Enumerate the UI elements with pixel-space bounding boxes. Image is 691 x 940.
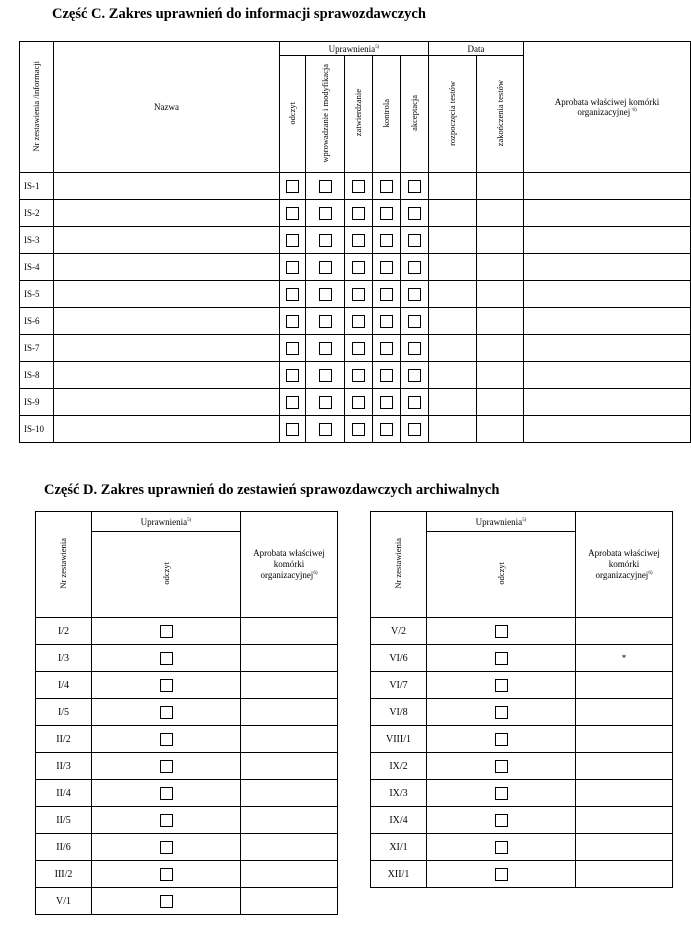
perm-cell — [401, 173, 429, 200]
odczyt-cell — [92, 807, 241, 834]
perm-cell — [280, 227, 306, 254]
aprobata-cell[interactable] — [241, 888, 338, 915]
perm-cell — [401, 254, 429, 281]
row-number: VI/7 — [371, 672, 427, 699]
table-row — [20, 335, 691, 362]
start-date-cell[interactable] — [429, 308, 477, 335]
perm-col-header: akceptacja — [401, 56, 429, 173]
odczyt-checkbox[interactable] — [160, 625, 173, 638]
row-number: IS-7 — [20, 335, 54, 362]
aprobata-cell[interactable] — [524, 227, 691, 254]
permission-checkbox[interactable] — [352, 261, 365, 274]
table-row — [371, 645, 673, 672]
odczyt-checkbox[interactable] — [160, 760, 173, 773]
permission-checkbox[interactable] — [408, 396, 421, 409]
aprobata-cell[interactable] — [576, 807, 673, 834]
table-row — [36, 780, 338, 807]
table-row — [20, 281, 691, 308]
nazwa-cell[interactable] — [54, 200, 280, 227]
table-row — [36, 672, 338, 699]
nazwa-cell[interactable] — [54, 416, 280, 443]
row-number: IS-1 — [20, 173, 54, 200]
permission-checkbox[interactable] — [286, 207, 299, 220]
aprobata-cell[interactable] — [241, 618, 338, 645]
row-number: IS-5 — [20, 281, 54, 308]
col-nazwa-header: Nazwa — [54, 42, 280, 173]
row-number: IS-10 — [20, 416, 54, 443]
perm-cell — [306, 227, 345, 254]
row-number: II/4 — [36, 780, 92, 807]
table-row — [36, 618, 338, 645]
permission-checkbox[interactable] — [380, 288, 393, 301]
permission-checkbox[interactable] — [319, 261, 332, 274]
col-nr-header: Nr zestawienia /informacji — [20, 42, 54, 173]
table-row — [36, 807, 338, 834]
table-row — [371, 834, 673, 861]
odczyt-checkbox[interactable] — [160, 679, 173, 692]
start-date-cell[interactable] — [429, 173, 477, 200]
row-number: IX/3 — [371, 780, 427, 807]
uprawnienia-group-header: Uprawnienia$^{5)}$ — [427, 512, 576, 532]
row-number: V/1 — [36, 888, 92, 915]
perm-cell — [401, 416, 429, 443]
permission-checkbox[interactable] — [352, 369, 365, 382]
perm-cell — [401, 389, 429, 416]
perm-cell — [401, 362, 429, 389]
permission-checkbox[interactable] — [380, 261, 393, 274]
start-date-cell[interactable] — [429, 389, 477, 416]
aprobata-cell[interactable] — [241, 645, 338, 672]
odczyt-checkbox[interactable] — [495, 733, 508, 746]
row-number: V/2 — [371, 618, 427, 645]
part-c-table — [19, 41, 691, 443]
odczyt-checkbox[interactable] — [495, 868, 508, 881]
permission-checkbox[interactable] — [408, 207, 421, 220]
col-aprobata-header: Aprobata właściwej komórki organizacyjnej$^{6)}$ — [576, 512, 673, 618]
row-number: I/4 — [36, 672, 92, 699]
permission-checkbox[interactable] — [352, 207, 365, 220]
row-number: I/3 — [36, 645, 92, 672]
end-date-cell[interactable] — [477, 362, 524, 389]
permission-checkbox[interactable] — [408, 180, 421, 193]
permission-checkbox[interactable] — [286, 315, 299, 328]
table-row — [20, 227, 691, 254]
aprobata-cell[interactable] — [576, 618, 673, 645]
perm-cell — [306, 416, 345, 443]
permission-checkbox[interactable] — [408, 234, 421, 247]
table-row — [20, 173, 691, 200]
perm-cell — [373, 200, 401, 227]
perm-cell — [401, 227, 429, 254]
start-date-cell[interactable] — [429, 281, 477, 308]
perm-cell — [345, 389, 373, 416]
perm-cell — [373, 335, 401, 362]
perm-cell — [306, 335, 345, 362]
table-row — [20, 362, 691, 389]
nazwa-cell[interactable] — [54, 308, 280, 335]
perm-cell — [401, 200, 429, 227]
table-row — [36, 645, 338, 672]
date-col-header: zakończenia testów — [477, 56, 524, 173]
aprobata-cell[interactable] — [576, 726, 673, 753]
part-d-right-table — [370, 511, 673, 888]
table-row — [36, 726, 338, 753]
perm-cell — [345, 308, 373, 335]
odczyt-checkbox[interactable] — [495, 841, 508, 854]
permission-checkbox[interactable] — [319, 396, 332, 409]
table-row — [371, 753, 673, 780]
perm-col-header: zatwierdzanie — [345, 56, 373, 173]
perm-cell — [373, 389, 401, 416]
perm-cell — [345, 173, 373, 200]
odczyt-checkbox[interactable] — [160, 814, 173, 827]
odczyt-checkbox[interactable] — [495, 652, 508, 665]
perm-cell — [280, 362, 306, 389]
aprobata-cell[interactable] — [241, 699, 338, 726]
start-date-cell[interactable] — [429, 227, 477, 254]
odczyt-checkbox[interactable] — [160, 706, 173, 719]
perm-cell — [345, 200, 373, 227]
col-odczyt-header: odczyt — [427, 532, 576, 618]
table-row — [371, 807, 673, 834]
perm-cell — [280, 254, 306, 281]
permission-checkbox[interactable] — [380, 396, 393, 409]
aprobata-cell[interactable] — [241, 807, 338, 834]
permission-checkbox[interactable] — [408, 288, 421, 301]
start-date-cell[interactable] — [429, 335, 477, 362]
odczyt-checkbox[interactable] — [160, 733, 173, 746]
row-number: VI/6 — [371, 645, 427, 672]
perm-cell — [401, 335, 429, 362]
aprobata-cell[interactable] — [241, 780, 338, 807]
odczyt-checkbox[interactable] — [495, 679, 508, 692]
row-number: IS-9 — [20, 389, 54, 416]
row-number: II/5 — [36, 807, 92, 834]
start-date-cell[interactable] — [429, 362, 477, 389]
odczyt-cell — [92, 780, 241, 807]
table-row — [371, 726, 673, 753]
row-number: IS-4 — [20, 254, 54, 281]
row-number: IS-8 — [20, 362, 54, 389]
aprobata-cell[interactable] — [524, 254, 691, 281]
uprawnienia-group-header: Uprawnienia$^{5)}$ — [92, 512, 241, 532]
aprobata-cell[interactable] — [524, 389, 691, 416]
part-d-title: Część D. Zakres uprawnień do zestawień sprawozdawczych archiwalnych — [44, 482, 500, 498]
nazwa-cell[interactable] — [54, 227, 280, 254]
table-row — [371, 618, 673, 645]
perm-cell — [345, 281, 373, 308]
odczyt-checkbox[interactable] — [160, 652, 173, 665]
permission-checkbox[interactable] — [286, 234, 299, 247]
end-date-cell[interactable] — [477, 227, 524, 254]
permission-checkbox[interactable] — [286, 261, 299, 274]
perm-cell — [280, 416, 306, 443]
permission-checkbox[interactable] — [286, 423, 299, 436]
row-number: IX/4 — [371, 807, 427, 834]
odczyt-cell — [427, 861, 576, 888]
perm-col-header: odczyt — [280, 56, 306, 173]
perm-cell — [401, 281, 429, 308]
odczyt-checkbox[interactable] — [495, 625, 508, 638]
odczyt-cell — [92, 672, 241, 699]
start-date-cell[interactable] — [429, 200, 477, 227]
permission-checkbox[interactable] — [286, 369, 299, 382]
perm-cell — [280, 281, 306, 308]
row-number: II/3 — [36, 753, 92, 780]
perm-cell — [280, 200, 306, 227]
date-col-header: rozpoczęcia testów — [429, 56, 477, 173]
row-number: II/2 — [36, 726, 92, 753]
aprobata-cell[interactable] — [524, 362, 691, 389]
end-date-cell[interactable] — [477, 173, 524, 200]
row-number: IS-3 — [20, 227, 54, 254]
permission-checkbox[interactable] — [319, 288, 332, 301]
row-number: XI/1 — [371, 834, 427, 861]
nazwa-cell[interactable] — [54, 389, 280, 416]
permission-checkbox[interactable] — [380, 315, 393, 328]
odczyt-checkbox[interactable] — [160, 868, 173, 881]
end-date-cell[interactable] — [477, 254, 524, 281]
odczyt-checkbox[interactable] — [160, 787, 173, 800]
table-row — [371, 861, 673, 888]
perm-cell — [345, 335, 373, 362]
permission-checkbox[interactable] — [380, 423, 393, 436]
end-date-cell[interactable] — [477, 200, 524, 227]
start-date-cell[interactable] — [429, 416, 477, 443]
perm-cell — [306, 362, 345, 389]
permission-checkbox[interactable] — [319, 342, 332, 355]
permission-checkbox[interactable] — [380, 342, 393, 355]
perm-cell — [306, 281, 345, 308]
perm-cell — [373, 254, 401, 281]
perm-cell — [373, 227, 401, 254]
table-row — [20, 308, 691, 335]
permission-checkbox[interactable] — [380, 180, 393, 193]
odczyt-cell — [92, 834, 241, 861]
table-row — [20, 389, 691, 416]
permission-checkbox[interactable] — [319, 180, 332, 193]
aprobata-cell[interactable] — [241, 834, 338, 861]
odczyt-cell — [92, 726, 241, 753]
permission-checkbox[interactable] — [380, 369, 393, 382]
odczyt-cell — [92, 699, 241, 726]
perm-cell — [280, 335, 306, 362]
aprobata-cell[interactable] — [241, 726, 338, 753]
nazwa-cell[interactable] — [54, 173, 280, 200]
table-row — [371, 672, 673, 699]
perm-cell — [373, 362, 401, 389]
col-aprobata-header: Aprobata właściwej komórki organizacyjnej $^{6)}$ — [524, 42, 691, 173]
row-number: I/2 — [36, 618, 92, 645]
aprobata-cell[interactable] — [524, 173, 691, 200]
odczyt-cell — [427, 645, 576, 672]
col-odczyt-header: odczyt — [92, 532, 241, 618]
row-number: I/5 — [36, 699, 92, 726]
permission-checkbox[interactable] — [352, 315, 365, 328]
odczyt-checkbox[interactable] — [495, 760, 508, 773]
table-row — [371, 699, 673, 726]
permission-checkbox[interactable] — [286, 342, 299, 355]
perm-col-header: kontrola — [373, 56, 401, 173]
uprawnienia-group-header: Uprawnienia$^{5)}$ — [280, 42, 429, 56]
nazwa-cell[interactable] — [54, 254, 280, 281]
col-aprobata-header: Aprobata właściwej komórki organizacyjnej$^{6)}$ — [241, 512, 338, 618]
permission-checkbox[interactable] — [352, 288, 365, 301]
aprobata-cell[interactable] — [576, 861, 673, 888]
perm-cell — [280, 389, 306, 416]
permission-checkbox[interactable] — [352, 342, 365, 355]
row-number: XII/1 — [371, 861, 427, 888]
row-number: VIII/1 — [371, 726, 427, 753]
permission-checkbox[interactable] — [352, 423, 365, 436]
perm-cell — [345, 416, 373, 443]
aprobata-cell[interactable] — [576, 672, 673, 699]
odczyt-checkbox[interactable] — [495, 706, 508, 719]
odczyt-cell — [427, 672, 576, 699]
nazwa-cell[interactable] — [54, 362, 280, 389]
perm-cell — [373, 308, 401, 335]
perm-cell — [373, 173, 401, 200]
nazwa-cell[interactable] — [54, 281, 280, 308]
start-date-cell[interactable] — [429, 254, 477, 281]
aprobata-cell[interactable] — [524, 335, 691, 362]
end-date-cell[interactable] — [477, 308, 524, 335]
table-row — [371, 780, 673, 807]
table-row — [36, 888, 338, 915]
aprobata-cell[interactable] — [524, 416, 691, 443]
permission-checkbox[interactable] — [286, 396, 299, 409]
perm-cell — [345, 254, 373, 281]
odczyt-cell — [427, 753, 576, 780]
nazwa-cell[interactable] — [54, 335, 280, 362]
aprobata-cell[interactable]: * — [576, 645, 673, 672]
permission-checkbox[interactable] — [319, 423, 332, 436]
odczyt-cell — [427, 618, 576, 645]
row-number: II/6 — [36, 834, 92, 861]
row-number: VI/8 — [371, 699, 427, 726]
end-date-cell[interactable] — [477, 416, 524, 443]
data-group-header: Data — [429, 42, 524, 56]
perm-cell — [306, 389, 345, 416]
aprobata-cell[interactable] — [524, 200, 691, 227]
aprobata-cell[interactable] — [576, 753, 673, 780]
perm-cell — [306, 200, 345, 227]
permission-checkbox[interactable] — [352, 180, 365, 193]
aprobata-cell[interactable] — [241, 753, 338, 780]
perm-cell — [345, 227, 373, 254]
aprobata-cell[interactable] — [576, 780, 673, 807]
odczyt-cell — [427, 780, 576, 807]
table-row — [36, 753, 338, 780]
permission-checkbox[interactable] — [286, 180, 299, 193]
perm-col-header: wprowadzanie i modyfikacja — [306, 56, 345, 173]
table-row — [36, 861, 338, 888]
perm-cell — [345, 362, 373, 389]
permission-checkbox[interactable] — [408, 261, 421, 274]
odczyt-checkbox[interactable] — [160, 895, 173, 908]
odczyt-cell — [92, 645, 241, 672]
odczyt-cell — [92, 888, 241, 915]
row-number: III/2 — [36, 861, 92, 888]
permission-checkbox[interactable] — [352, 234, 365, 247]
permission-checkbox[interactable] — [319, 369, 332, 382]
odczyt-cell — [427, 807, 576, 834]
end-date-cell[interactable] — [477, 281, 524, 308]
row-number: IX/2 — [371, 753, 427, 780]
table-row — [36, 834, 338, 861]
part-d-left-table — [35, 511, 338, 915]
permission-checkbox[interactable] — [319, 234, 332, 247]
odczyt-cell — [427, 834, 576, 861]
permission-checkbox[interactable] — [408, 315, 421, 328]
col-nr-header: Nr zestawienia — [371, 512, 427, 618]
end-date-cell[interactable] — [477, 389, 524, 416]
table-row — [20, 200, 691, 227]
row-number: IS-6 — [20, 308, 54, 335]
table-row — [20, 254, 691, 281]
end-date-cell[interactable] — [477, 335, 524, 362]
table-row — [36, 699, 338, 726]
permission-checkbox[interactable] — [408, 423, 421, 436]
odczyt-cell — [92, 861, 241, 888]
perm-cell — [306, 173, 345, 200]
odczyt-cell — [427, 726, 576, 753]
odczyt-cell — [92, 618, 241, 645]
part-c-title: Część C. Zakres uprawnień do informacji sprawozdawczych — [52, 6, 426, 22]
aprobata-cell[interactable] — [241, 672, 338, 699]
permission-checkbox[interactable] — [408, 369, 421, 382]
col-nr-header: Nr zestawienia — [36, 512, 92, 618]
aprobata-cell[interactable] — [524, 281, 691, 308]
perm-cell — [280, 173, 306, 200]
aprobata-cell[interactable] — [576, 699, 673, 726]
table-row — [20, 416, 691, 443]
aprobata-cell[interactable] — [241, 861, 338, 888]
permission-checkbox[interactable] — [380, 207, 393, 220]
permission-checkbox[interactable] — [380, 234, 393, 247]
permission-checkbox[interactable] — [319, 315, 332, 328]
odczyt-cell — [92, 753, 241, 780]
perm-cell — [373, 416, 401, 443]
perm-cell — [306, 308, 345, 335]
permission-checkbox[interactable] — [352, 396, 365, 409]
odczyt-checkbox[interactable] — [495, 787, 508, 800]
perm-cell — [373, 281, 401, 308]
permission-checkbox[interactable] — [319, 207, 332, 220]
permission-checkbox[interactable] — [408, 342, 421, 355]
row-number: IS-2 — [20, 200, 54, 227]
odczyt-checkbox[interactable] — [495, 814, 508, 827]
perm-cell — [306, 254, 345, 281]
odczyt-checkbox[interactable] — [160, 841, 173, 854]
aprobata-cell[interactable] — [576, 834, 673, 861]
aprobata-cell[interactable] — [524, 308, 691, 335]
perm-cell — [401, 308, 429, 335]
odczyt-cell — [427, 699, 576, 726]
perm-cell — [280, 308, 306, 335]
permission-checkbox[interactable] — [286, 288, 299, 301]
